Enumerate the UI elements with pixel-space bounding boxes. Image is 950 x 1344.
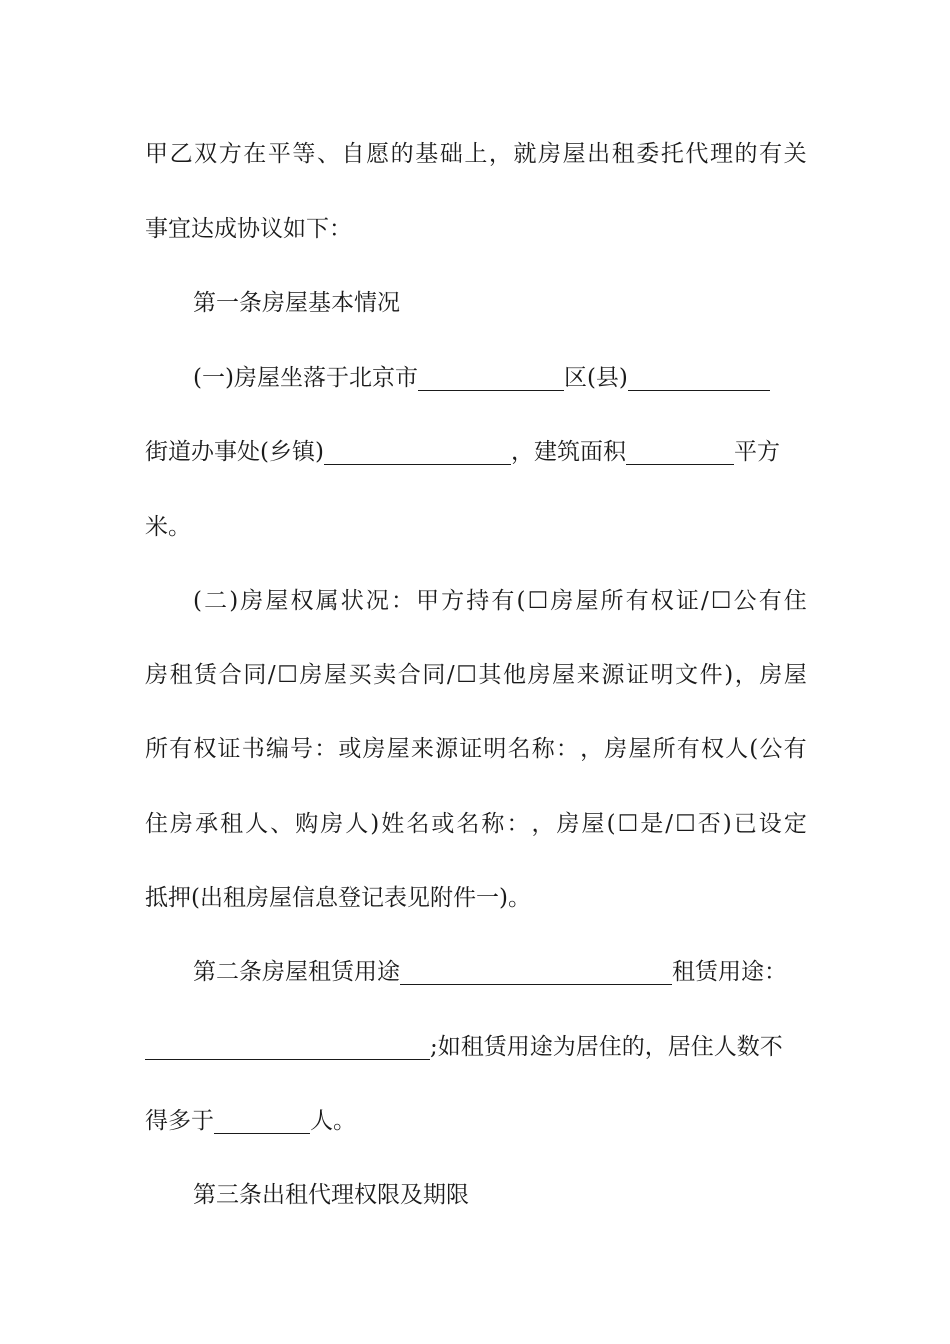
text-char: 房 bbox=[320, 811, 344, 837]
paragraph-line bbox=[145, 134, 807, 174]
fill-blank-usage[interactable] bbox=[145, 1037, 430, 1060]
text-char: 乙 bbox=[169, 141, 193, 167]
text-char: 证 bbox=[459, 736, 483, 762]
text-char: 编 bbox=[265, 736, 289, 762]
text-char: ( bbox=[606, 811, 616, 837]
text-char: 就 bbox=[513, 141, 537, 167]
text-char: 同 bbox=[422, 662, 446, 688]
text-char: ☐ bbox=[710, 588, 732, 614]
text-char: ☐ bbox=[456, 662, 477, 688]
section-heading bbox=[193, 1175, 807, 1215]
text-char: 证 bbox=[675, 588, 699, 614]
text-char: 卖 bbox=[373, 662, 397, 688]
text-char: 权 bbox=[193, 736, 217, 762]
section-heading bbox=[193, 952, 807, 992]
text-char: 住 bbox=[145, 811, 168, 837]
text-char: 人 bbox=[245, 811, 269, 837]
text-char: 件 bbox=[699, 662, 723, 688]
text-char: 租 bbox=[169, 662, 193, 688]
text-char: 有 bbox=[759, 141, 783, 167]
text-char: 关 bbox=[783, 141, 807, 167]
text-char: 来 bbox=[410, 736, 434, 762]
text-char: 平 bbox=[267, 141, 291, 167]
text-char: 状 bbox=[340, 588, 364, 614]
text-segment: ，建筑面积 bbox=[510, 439, 626, 465]
text-char: 方 bbox=[441, 588, 465, 614]
text-char: 文 bbox=[675, 662, 699, 688]
text-char: 已 bbox=[733, 811, 757, 837]
text-char: 有 bbox=[491, 588, 515, 614]
text-char: 或 bbox=[431, 811, 455, 837]
text-char: ☐ bbox=[675, 811, 696, 837]
text-char: 明 bbox=[483, 736, 507, 762]
text-char: 名 bbox=[507, 736, 531, 762]
paragraph-line bbox=[145, 1027, 807, 1067]
fill-blank-occupants[interactable] bbox=[214, 1111, 310, 1134]
text-char: 有 bbox=[783, 736, 807, 762]
text-char: 属 bbox=[315, 588, 339, 614]
text-char: 理 bbox=[709, 141, 733, 167]
text-char: 房 bbox=[604, 736, 628, 762]
text-char: ) bbox=[724, 662, 734, 688]
section-title: 第二条房屋租赁用途 bbox=[193, 959, 400, 985]
text-char: 名 bbox=[406, 811, 430, 837]
text-char: 赁 bbox=[194, 662, 218, 688]
text-char: 方 bbox=[218, 141, 242, 167]
text-char: 屋 bbox=[265, 588, 289, 614]
text-char: 托 bbox=[660, 141, 684, 167]
text-char: 在 bbox=[243, 141, 267, 167]
text-char: 有 bbox=[676, 736, 700, 762]
text-char: 基 bbox=[415, 141, 439, 167]
text-segment: ;如租赁用途为居住的，居住人数不 bbox=[430, 1034, 783, 1060]
text-char: 来 bbox=[576, 662, 600, 688]
text-line: 抵押(出租房屋信息登记表见附件一)。 bbox=[145, 885, 531, 911]
text-char: 合 bbox=[218, 662, 242, 688]
text-char: 有 bbox=[169, 736, 193, 762]
paragraph-line bbox=[145, 878, 807, 918]
text-char: / bbox=[665, 811, 674, 837]
text-char: 房 bbox=[527, 662, 551, 688]
text-char: / bbox=[446, 662, 455, 688]
paragraph-line bbox=[193, 581, 807, 621]
text-char: 房 bbox=[759, 662, 783, 688]
text-char: 证 bbox=[625, 662, 649, 688]
text-char: 委 bbox=[636, 141, 660, 167]
paragraph-line bbox=[145, 1101, 807, 1141]
text-line: 事宜达成协议如下： bbox=[145, 216, 352, 242]
text-char: 合 bbox=[397, 662, 421, 688]
text-char: 房 bbox=[362, 736, 386, 762]
fill-blank-purpose[interactable] bbox=[400, 962, 672, 985]
text-line: 米。 bbox=[145, 514, 191, 540]
text-char: 房 bbox=[550, 588, 574, 614]
text-char: ( bbox=[193, 588, 202, 614]
text-char: 房 bbox=[538, 141, 561, 167]
text-char: 住 bbox=[783, 588, 807, 614]
text-char: 等 bbox=[292, 141, 316, 167]
text-char: ： bbox=[506, 811, 530, 837]
text-char: 有 bbox=[758, 588, 782, 614]
text-char: 屋 bbox=[581, 811, 605, 837]
text-char: ( bbox=[516, 588, 526, 614]
paragraph-line bbox=[145, 432, 807, 472]
text-char: ☐ bbox=[617, 811, 639, 837]
text-char: ， bbox=[734, 662, 758, 688]
text-char: ) bbox=[229, 588, 239, 614]
text-char: 愿 bbox=[366, 141, 390, 167]
fill-blank-area[interactable] bbox=[626, 442, 734, 465]
text-char: 称 bbox=[531, 736, 555, 762]
text-char: 房 bbox=[299, 662, 323, 688]
text-char: 公 bbox=[759, 736, 783, 762]
text-char: 、 bbox=[316, 141, 340, 167]
text-char: 础 bbox=[439, 141, 463, 167]
text-char: 出 bbox=[587, 141, 611, 167]
text-char: 人 bbox=[725, 736, 749, 762]
text-char: 双 bbox=[194, 141, 218, 167]
text-char: 号 bbox=[290, 736, 314, 762]
paragraph-line bbox=[145, 729, 807, 769]
paragraph-line bbox=[145, 209, 807, 249]
text-char: ) bbox=[722, 811, 732, 837]
text-segment: 街道办事处(乡镇) bbox=[145, 439, 324, 465]
text-char: 、 bbox=[270, 811, 294, 837]
text-char: 自 bbox=[341, 141, 365, 167]
text-segment: 租赁用途： bbox=[672, 959, 787, 985]
text-char: ( bbox=[749, 736, 759, 762]
text-char: 明 bbox=[650, 662, 674, 688]
text-char: 人 bbox=[345, 811, 369, 837]
text-char: 购 bbox=[295, 811, 319, 837]
text-char: 称 bbox=[481, 811, 505, 837]
text-char: 源 bbox=[435, 736, 459, 762]
text-segment: 平方 bbox=[733, 439, 780, 465]
text-char: 屋 bbox=[562, 141, 586, 167]
text-char: 代 bbox=[685, 141, 709, 167]
text-segment: (一)房屋坐落于北京市 bbox=[193, 365, 418, 391]
text-char: 的 bbox=[734, 141, 758, 167]
text-char: 租 bbox=[220, 811, 244, 837]
text-char: 定 bbox=[783, 811, 807, 837]
text-char: 屋 bbox=[575, 588, 599, 614]
text-char: ， bbox=[531, 811, 555, 837]
text-char: 甲 bbox=[416, 588, 440, 614]
text-char: 姓 bbox=[381, 811, 405, 837]
text-char: ： bbox=[314, 736, 338, 762]
text-char: 况 bbox=[365, 588, 389, 614]
text-char: 证 bbox=[217, 736, 241, 762]
text-char: 权 bbox=[650, 588, 674, 614]
text-char: 屋 bbox=[324, 662, 347, 688]
text-char: 上 bbox=[464, 141, 488, 167]
fill-blank-county[interactable] bbox=[628, 368, 770, 391]
paragraph-line bbox=[145, 804, 807, 844]
text-char: ： bbox=[555, 736, 579, 762]
text-char: 否 bbox=[697, 811, 721, 837]
text-char: 房 bbox=[170, 811, 194, 837]
text-char: 公 bbox=[733, 588, 757, 614]
fill-blank-street[interactable] bbox=[324, 442, 511, 465]
paragraph-line bbox=[193, 358, 807, 398]
text-char: 持 bbox=[466, 588, 490, 614]
text-char: / bbox=[700, 588, 709, 614]
text-char: 承 bbox=[195, 811, 219, 837]
text-char: ) bbox=[370, 811, 380, 837]
text-segment: 得多于 bbox=[145, 1108, 214, 1134]
text-segment: 人。 bbox=[310, 1108, 356, 1134]
text-char: 是 bbox=[640, 811, 664, 837]
text-char: 同 bbox=[243, 662, 267, 688]
text-char: 房 bbox=[240, 588, 264, 614]
text-char: 权 bbox=[290, 588, 314, 614]
fill-blank-district[interactable] bbox=[418, 368, 564, 391]
text-char: 屋 bbox=[386, 736, 410, 762]
text-char: 所 bbox=[600, 588, 624, 614]
text-char: 房 bbox=[556, 811, 580, 837]
text-char: ： bbox=[390, 588, 414, 614]
text-char: 书 bbox=[241, 736, 265, 762]
text-char: ☐ bbox=[527, 588, 549, 614]
text-char: ☐ bbox=[277, 662, 298, 688]
text-char: ， bbox=[580, 736, 604, 762]
section-heading bbox=[193, 283, 807, 323]
text-char: 所 bbox=[145, 736, 168, 762]
text-char: 买 bbox=[348, 662, 372, 688]
text-segment: 区(县) bbox=[563, 365, 628, 391]
text-char: 源 bbox=[601, 662, 625, 688]
text-char: / bbox=[267, 662, 276, 688]
text-char: 有 bbox=[625, 588, 649, 614]
text-char: 的 bbox=[390, 141, 414, 167]
text-char: 屋 bbox=[552, 662, 576, 688]
text-char: 权 bbox=[700, 736, 724, 762]
paragraph-line bbox=[145, 655, 807, 695]
text-char: 他 bbox=[503, 662, 526, 688]
text-char: 甲 bbox=[145, 141, 168, 167]
text-char: 所 bbox=[652, 736, 676, 762]
text-char: 房 bbox=[145, 662, 168, 688]
text-char: 屋 bbox=[783, 662, 807, 688]
text-char: 或 bbox=[338, 736, 362, 762]
section-title: 第一条房屋基本情况 bbox=[193, 290, 400, 316]
text-char: 设 bbox=[758, 811, 782, 837]
text-char: ， bbox=[488, 141, 512, 167]
text-char: 租 bbox=[611, 141, 635, 167]
paragraph-line bbox=[145, 507, 807, 547]
text-char: 名 bbox=[456, 811, 480, 837]
text-char: 二 bbox=[204, 588, 228, 614]
section-title: 第三条出租代理权限及期限 bbox=[193, 1182, 469, 1208]
text-char: 其 bbox=[478, 662, 502, 688]
text-char: 屋 bbox=[628, 736, 652, 762]
